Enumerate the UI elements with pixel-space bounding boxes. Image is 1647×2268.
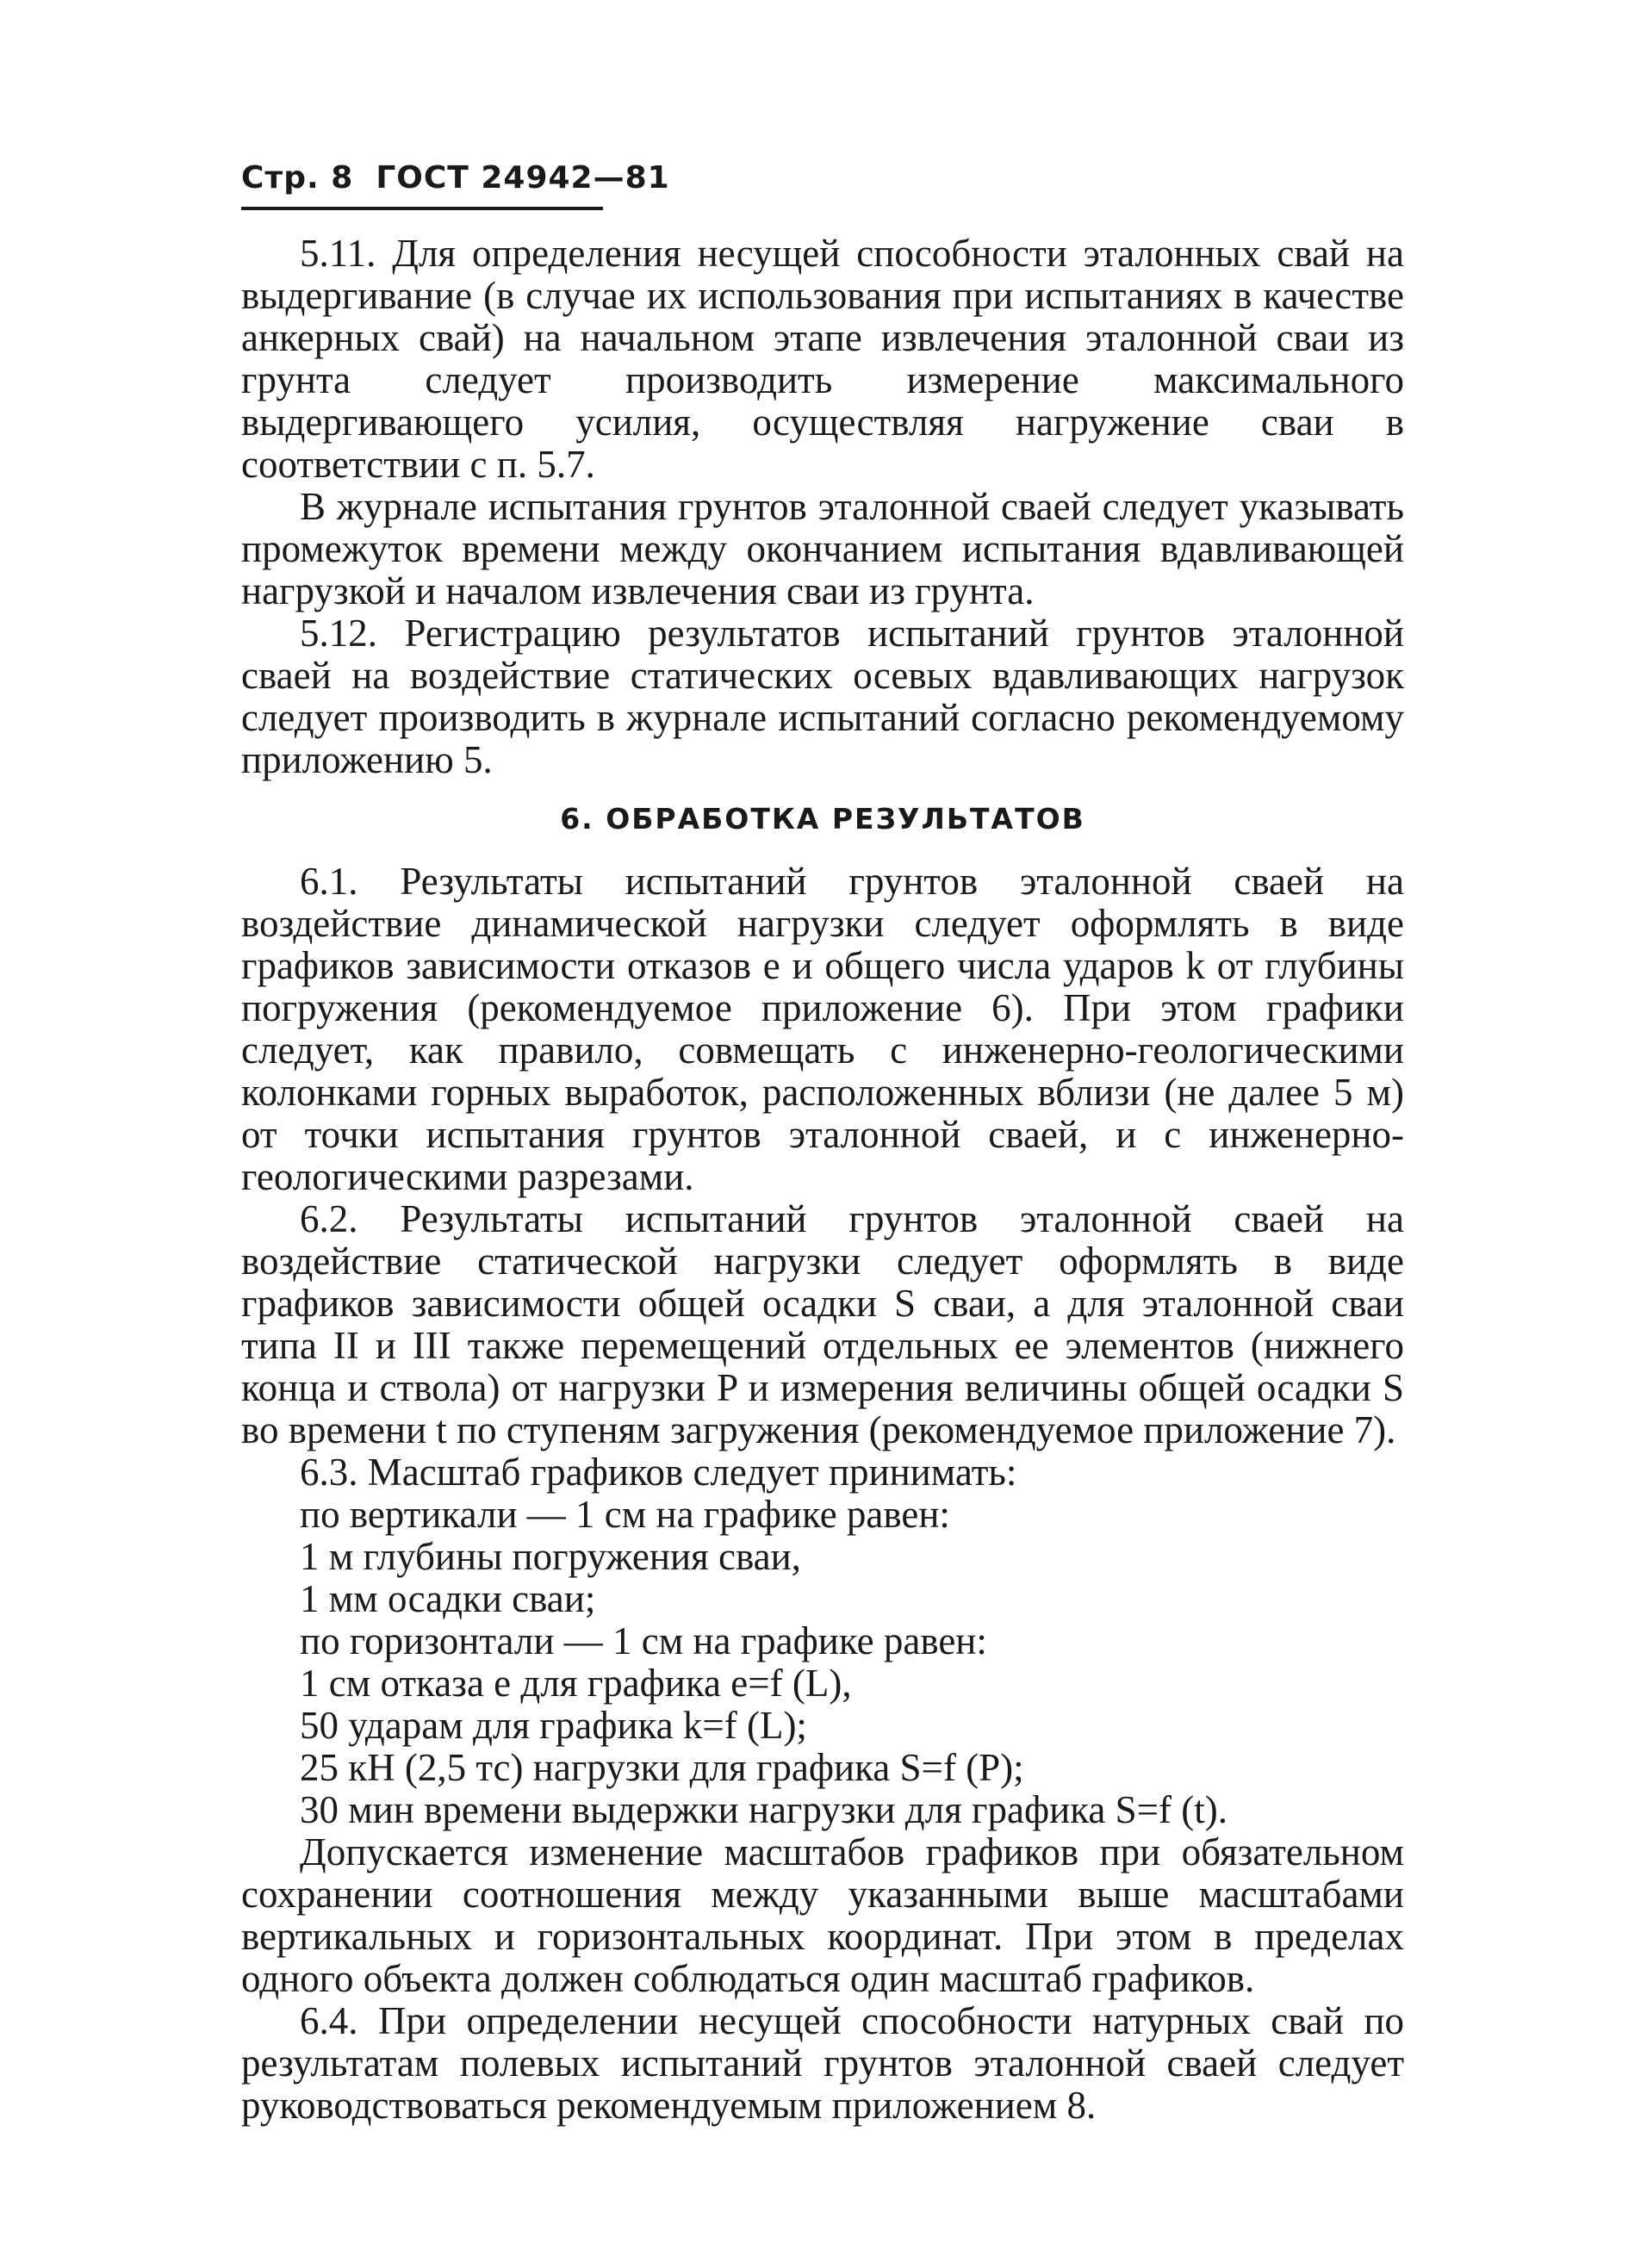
scale-line-time: 30 мин времени выдержки нагрузки для графика S=f (t). [300, 1788, 1227, 1831]
paragraph-journal-note: В журнале испытания грунтов эталонной сваей следует указывать промежуток времени между окончанием испытания вдавливающей нагрузкой и началом извлечения сваи из грунта. [241, 485, 1404, 612]
paragraph-5-12: 5.12. Регистрацию результатов испытаний грунтов эталонной сваей на воздействие статических осевых вдавливающих нагрузок следует производить в журнале испытаний согласно рекомендуемому приложению 5. [241, 612, 1404, 781]
paragraph-scale-note: Допускается изменение масштабов графиков при обязательном сохранении соотношения между указанными выше масштабами вертикальных и горизонтальных координат. При этом в пределах одного объекта должен соблюдаться один масштаб графиков. [241, 1830, 1404, 2000]
scale-line-horizontal: по горизонтали — 1 см на графике равен: [300, 1619, 987, 1662]
paragraph-6-1: 6.1. Результаты испытаний грунтов эталонной сваей на воздействие динамической нагрузки следует оформлять в виде графиков зависимости отказов e и общего числа ударов k от глубины погружения (рекомендуемое приложение 6). При этом графики следует, как правило, совмещать с инженерно-геологическими колонками горных выработок, расположенных вблизи (не далее 5 м) от точки испытания грунтов эталонной сваей, и с инженерно-геологическими разрезами. [241, 860, 1404, 1198]
header-underline [241, 207, 603, 210]
paragraph-6-4: 6.4. При определении несущей способности натурных свай по результатам полевых испытаний грунтов эталонной сваей следует руководствоваться рекомендуемым приложением 8. [241, 1999, 1404, 2127]
scale-line-load: 25 кН (2,5 тс) нагрузки для графика S=f (P); [300, 1746, 1024, 1789]
paragraph-6-2: 6.2. Результаты испытаний грунтов эталонной сваей на воздействие статической нагрузки следует оформлять в виде графиков зависимости общей осадки S сваи, а для эталонной сваи типа II и III также перемещений отдельных ее элементов (нижнего конца и ствола) от нагрузки P и измерения величины общей осадки S во времени t по ступеням загружения (рекомендуемое приложение 7). [241, 1197, 1404, 1451]
scale-line-vertical: по вертикали — 1 см на графике равен: [300, 1493, 950, 1536]
scale-line-depth: 1 м глубины погружения сваи, [300, 1535, 801, 1578]
document-body [241, 233, 1404, 2127]
scale-list [241, 1451, 1404, 1831]
scale-line-settlement: 1 мм осадки сваи; [300, 1577, 596, 1620]
scale-line-intro: 6.3. Масштаб графиков следует принимать: [300, 1451, 1017, 1494]
scale-line-blows: 50 ударам для графика k=f (L); [300, 1704, 807, 1747]
scale-line-refusal: 1 см отказа e для графика e=f (L), [300, 1662, 852, 1705]
page-header [241, 160, 670, 196]
section-heading: 6. ОБРАБОТКА РЕЗУЛЬТАТОВ [560, 802, 1085, 836]
page-number: Стр. 8 [241, 160, 354, 196]
paragraph-5-11: 5.11. Для определения несущей способности эталонных свай на выдергивание (в случае их использования при испытаниях в качестве анкерных свай) на начальном этапе извлечения эталонной сваи из грунта следует производить измерение максимального выдергивающего усилия, осуществляя нагружение сваи в соответствии с п. 5.7. [241, 232, 1404, 486]
document-code: ГОСТ 24942—81 [376, 160, 670, 196]
